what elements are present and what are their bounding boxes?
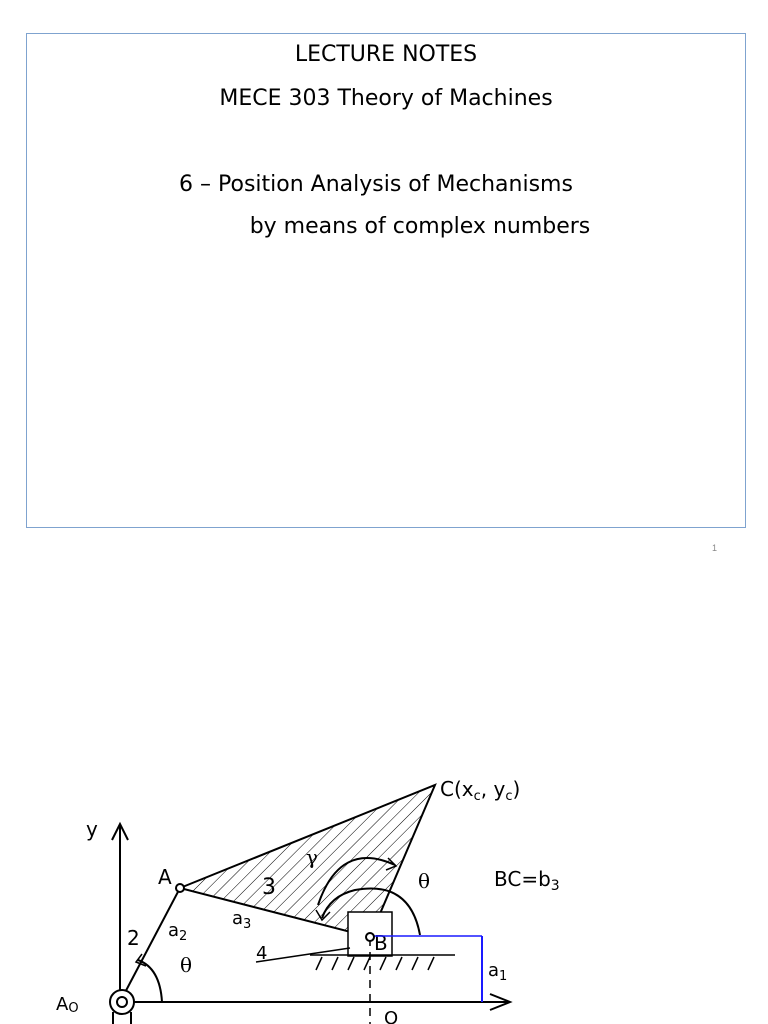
link-4-label: 4 [256, 943, 268, 964]
y-axis-label: y [86, 817, 98, 841]
link-3-label: 3 [262, 875, 276, 900]
topic-subtitle: by means of complex numbers [249, 214, 591, 239]
theta-arc-left [138, 960, 162, 1002]
origin-label: O [384, 1008, 399, 1024]
a3-label: $a_3$ [232, 908, 252, 932]
pivot-ao-label: AO [56, 994, 79, 1016]
a2-label: $a_2$ [168, 920, 188, 944]
joint-b [366, 933, 374, 941]
point-a-label: A [158, 865, 172, 889]
gamma-label: γ [306, 845, 318, 869]
slide-frame [26, 33, 746, 528]
page-number: 1 [712, 543, 718, 553]
bc-equation-label: $BC=b_3$ [494, 867, 560, 894]
mechanism-diagram [0, 740, 768, 1024]
point-c-label: $C(x_c$, $y_c$) [440, 777, 521, 804]
slide-title: LECTURE NOTES [294, 42, 478, 67]
a1-label: $a_1$ [488, 960, 508, 984]
ground-hatching [316, 957, 434, 970]
point-b-label: B [374, 931, 388, 955]
course-title: MECE 303 Theory of Machines [219, 86, 553, 111]
link-2-label: 2 [127, 926, 140, 950]
theta-left-label: θ [180, 953, 193, 977]
joint-a [176, 884, 184, 892]
theta-right-label: θ [418, 869, 431, 893]
topic-title: 6 – Position Analysis of Mechanisms [179, 172, 573, 197]
pivot-ao-inner [117, 997, 127, 1007]
